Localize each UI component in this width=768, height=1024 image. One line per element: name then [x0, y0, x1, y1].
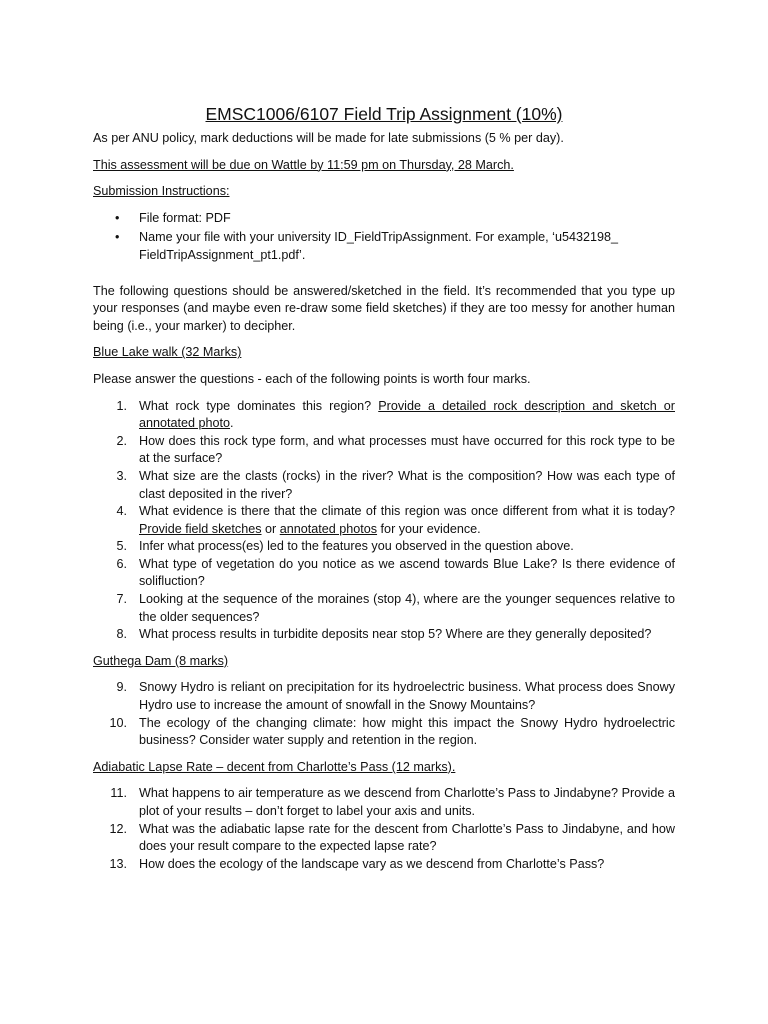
- question-text: What size are the clasts (rocks) in the river? What is the composition? How was each type of clast deposited in the river?: [139, 468, 675, 501]
- question-text: What happens to air temperature as we descend from Charlotte’s Pass to Jindabyne? Provide a plot of your results – don’t forget to label your axis and units.: [139, 786, 675, 818]
- question-item: [93, 591, 675, 626]
- question-number: 6.: [116, 556, 127, 571]
- question-item: [93, 503, 675, 538]
- question-text: for your evidence.: [377, 521, 481, 536]
- question-item: [93, 626, 675, 644]
- question-number: 3.: [116, 468, 127, 483]
- question-text: .: [230, 416, 234, 431]
- question-number: 13.: [109, 856, 127, 871]
- question-text: Snowy Hydro is reliant on precipitation for its hydroelectric business. What process does Snowy Hydro use to increase the amount of snowfall in the Snowy Mountains?: [139, 680, 675, 713]
- question-number: 12.: [109, 821, 127, 836]
- question-underlined-text: Provide field sketches: [139, 521, 262, 536]
- question-text: What type of vegetation do you notice as we ascend towards Blue Lake? Is there evidence of solifluction?: [139, 556, 675, 589]
- question-number: 2.: [116, 433, 127, 448]
- question-text: How does the ecology of the landscape vary as we descend from Charlotte’s Pass?: [139, 856, 605, 871]
- due-date-text: This assessment will be due on Wattle by 11:59 pm on Thursday, 28 March.: [93, 157, 514, 172]
- question-underlined-text: annotated photos: [279, 521, 378, 536]
- question-text: Infer what process(es) led to the features you observed in the question above.: [139, 539, 574, 554]
- blue-lake-questions: [93, 398, 675, 644]
- submission-item-text: File format: PDF: [139, 210, 231, 225]
- question-number: 7.: [116, 592, 127, 607]
- question-item: [93, 468, 675, 503]
- question-item: [93, 433, 675, 468]
- question-text: The ecology of the changing climate: how might this impact the Snowy Hydro hydroelectric business? Consider water supply and retention in the region.: [139, 715, 675, 748]
- bullet-icon: •: [115, 210, 120, 225]
- adiabatic-questions: [93, 785, 675, 873]
- late-policy-text: As per ANU policy, mark deductions will be made for late submissions (5 % per day).: [93, 131, 564, 145]
- blue-lake-heading: Blue Lake walk (32 Marks): [93, 345, 242, 360]
- submission-item: [93, 210, 675, 228]
- guthega-heading: Guthega Dam (8 marks): [93, 653, 229, 668]
- question-text: What rock type dominates this region?: [139, 398, 379, 413]
- question-item: [93, 538, 675, 556]
- intro-paragraph: The following questions should be answered/sketched in the field. It’s recommended that you type up your responses (and maybe even re-draw some field sketches) if they are too messy for another human being (i.e., your marker) to decipher.: [93, 283, 675, 333]
- guthega-questions: [93, 679, 675, 749]
- question-item: [93, 785, 675, 820]
- question-number: 10.: [109, 715, 127, 730]
- question-text: What process results in turbidite deposits near stop 5? Where are they generally deposited?: [139, 627, 652, 642]
- question-item: [93, 679, 675, 714]
- question-number: 9.: [116, 680, 127, 695]
- question-text: or: [261, 521, 280, 536]
- question-item: [93, 821, 675, 856]
- question-number: 1.: [116, 398, 127, 413]
- question-text: What was the adiabatic lapse rate for the descent from Charlotte’s Pass to Jindabyne, and how does your result compare to the expected lapse rate?: [139, 821, 675, 854]
- question-item: [93, 398, 675, 433]
- question-text: Looking at the sequence of the moraines (stop 4), where are the younger sequences relative to the older sequences?: [139, 592, 675, 624]
- question-item: [93, 715, 675, 750]
- submission-list: [93, 210, 675, 265]
- question-item: [93, 856, 675, 874]
- page-title: EMSC1006/6107 Field Trip Assignment (10%): [205, 104, 563, 124]
- submission-item: [93, 229, 675, 264]
- submission-heading: Submission Instructions:: [93, 184, 230, 199]
- question-text: What evidence is there that the climate of this region was once different from what it is today?: [139, 504, 675, 519]
- question-number: 8.: [116, 627, 127, 642]
- question-number: 11.: [110, 786, 127, 801]
- adiabatic-heading: Adiabatic Lapse Rate – decent from Charlotte’s Pass (12 marks).: [93, 759, 456, 774]
- submission-item-text: Name your file with your university ID_FieldTripAssignment. For example, ‘u5432198_ FieldTripAssignment_pt1.pdf’.: [139, 230, 619, 262]
- bullet-icon: •: [115, 230, 120, 245]
- question-number: 4.: [116, 504, 127, 519]
- question-item: [93, 556, 675, 591]
- question-text: How does this rock type form, and what processes must have occurred for this rock type to be at the surface?: [139, 433, 675, 466]
- question-number: 5.: [116, 539, 127, 554]
- question-underlined-text: Provide a detailed rock description and sketch or annotated photo: [139, 398, 675, 431]
- blue-lake-instruction: Please answer the questions - each of the following points is worth four marks.: [93, 371, 531, 386]
